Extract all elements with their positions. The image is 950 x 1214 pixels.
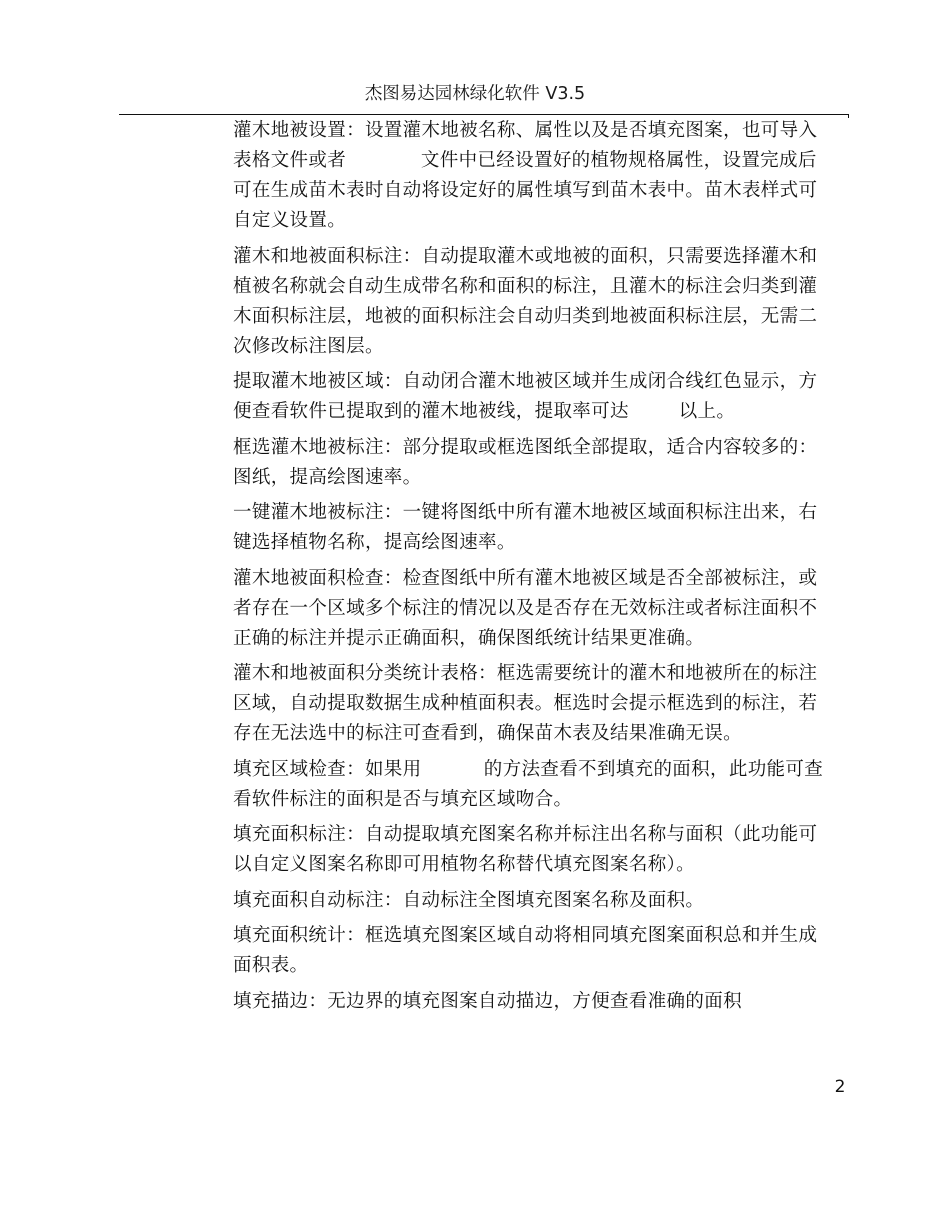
paragraph-area-check: 灌木地被面积检查：检查图纸中所有灌木地被区域是否全部被标注，或者存在一个区域多个标注的情况以及是否存在无效标注或者标注面积不正确的标注并提示正确面积，确保图纸统计结果更准确。 [233,567,818,649]
paragraph-extract-region: 提取灌木地被区域：自动闭合灌木地被区域并生成闭合线红色显示，方便查看软件已提取到的灌木地被线，提取率可达 以上。 [233,371,818,422]
paragraph-fill-region-check: 填充区域检查：如果用 的方法查看不到填充的面积，此功能可查看软件标注的面积是否与填充区域吻合。 [233,758,824,810]
paragraph-fill-area-annotation: 填充面积标注：自动提取填充图案名称并标注出名称与面积（此功能可以自定义图案名称即可用植物名称替代填充图案名称）。 [233,824,818,875]
page-header-title: 杰图易达园林绿化软件 V3.5 [364,84,586,104]
paragraph-fill-outline: 填充描边：无边界的填充图案自动描边，方便查看准确的面积 [233,990,742,1012]
paragraph-area-annotation: 灌木和地被面积标注：自动提取灌木或地被的面积，只需要选择灌木和植被名称就会自动生成带名称和面积的标注，且灌木的标注会归类到灌木面积标注层，地被的面积标注会自动归类到地被面积标注层，无需二次修改标注图层。 [233,245,818,357]
paragraph-box-select-annotation: 框选灌木地被标注：部分提取或框选图纸全部提取，适合内容较多的：图纸，提高绘图速率。 [233,436,818,488]
document-body [233,116,880,1022]
page-number: 2 [834,1077,846,1097]
header-divider [119,114,848,115]
paragraph-fill-auto-annotation: 填充面积自动标注：自动标注全图填充图案名称及面积。 [233,889,705,911]
paragraph-fill-area-statistics: 填充面积统计：框选填充图案区域自动将相同填充图案面积总和并生成面积表。 [233,925,818,976]
paragraph-one-click-annotation: 一键灌木地被标注：一键将图纸中所有灌木地被区域面积标注出来，右键选择植物名称，提高绘图速率。 [233,502,818,553]
paragraph-shrub-groundcover-settings: 灌木地被设置：设置灌木地被名称、属性以及是否填充图案，也可导入 表格文件或者 文件中已经设置好的植物规格属性，设置完成后可在生成苗木表时自动将设定好的属性填写到苗木表中。苗木表样式可自定义设置。 [233,120,880,231]
paragraph-classified-statistics: 灌木和地被面积分类统计表格：框选需要统计的灌木和地被所在的标注区域，自动提取数据生成种植面积表。框选时会提示框选到的标注，若存在无法选中的标注可查看到，确保苗木表及结果准确无误。 [233,663,818,744]
